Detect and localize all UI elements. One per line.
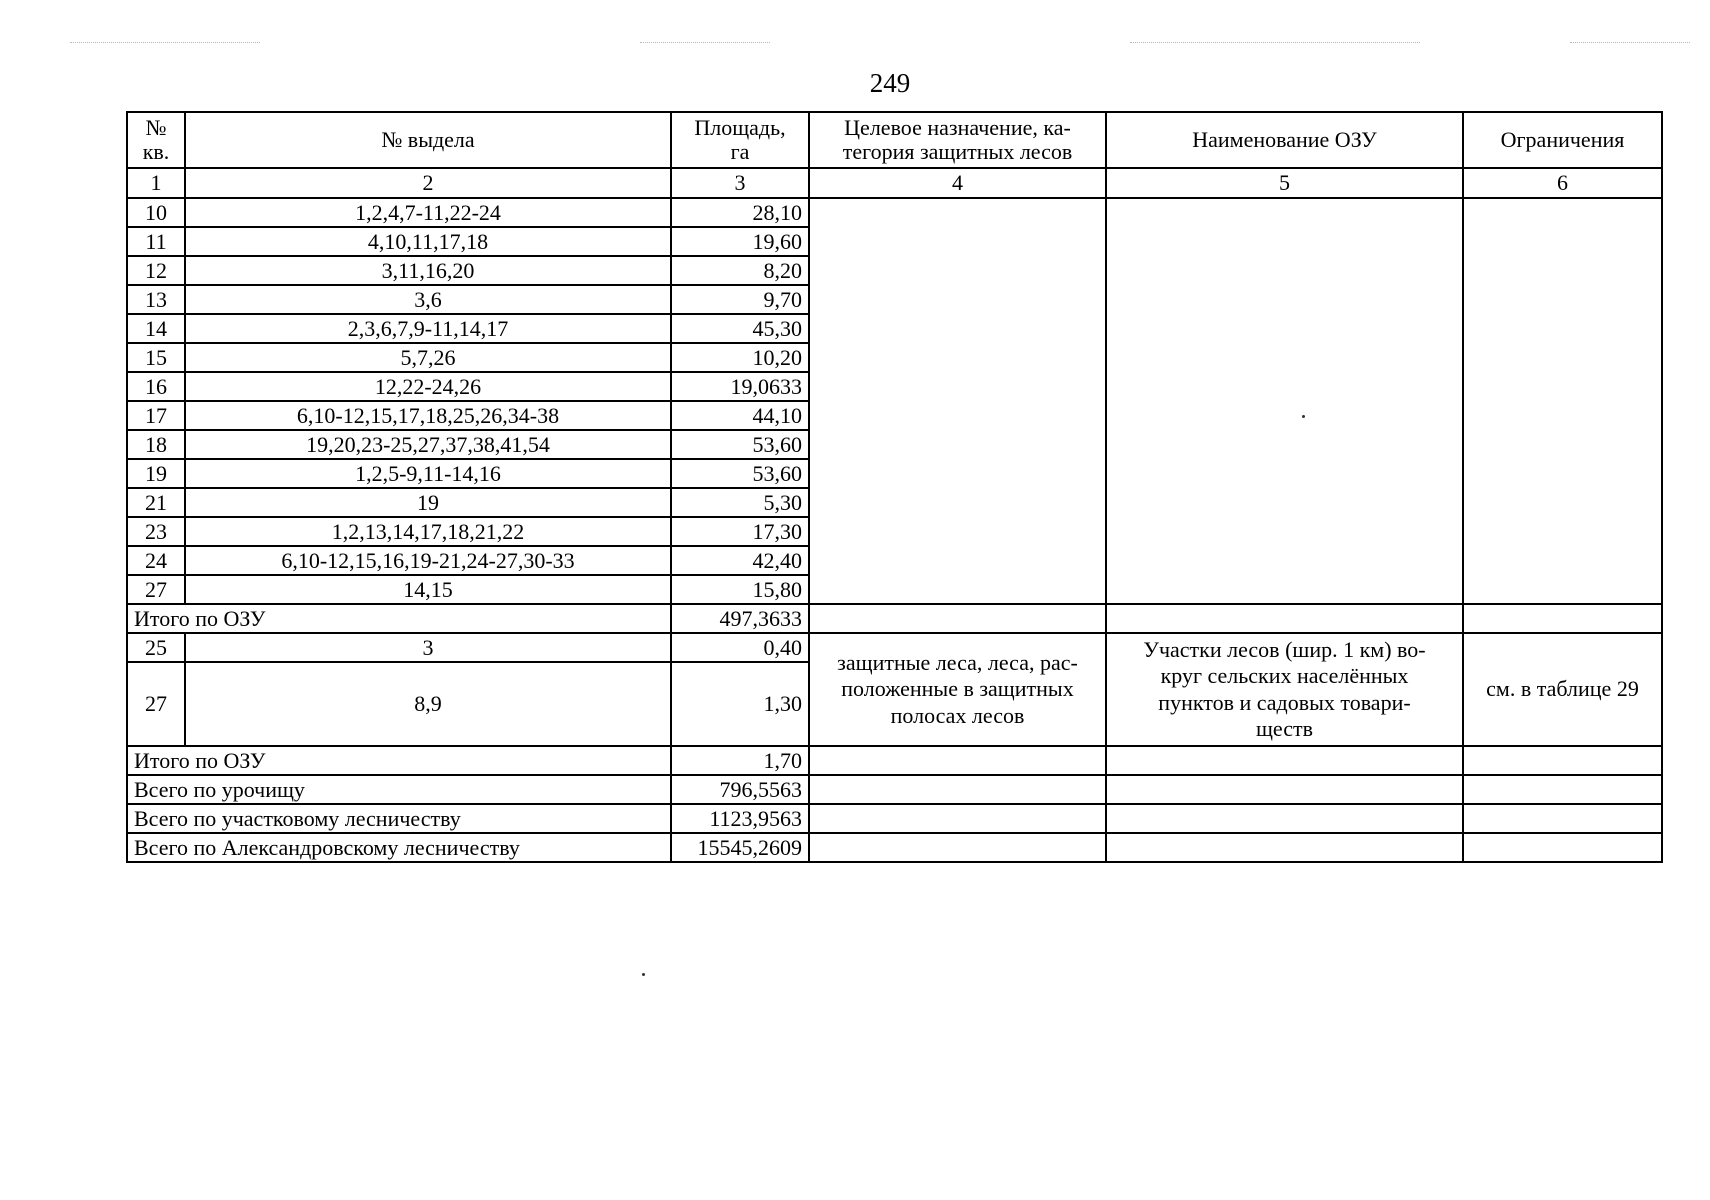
vydel-cell: 1,2,4,7-11,22-24	[185, 198, 671, 227]
purpose-cell	[809, 833, 1106, 862]
header-ozu-name: Наименование ОЗУ	[1106, 112, 1463, 168]
table-row	[127, 198, 1662, 227]
ozu-name-cell	[1106, 804, 1463, 833]
kv-cell: 14	[127, 314, 185, 343]
area-cell: 44,10	[671, 401, 809, 430]
kv-cell: 21	[127, 488, 185, 517]
header-restrictions: Ограничения	[1463, 112, 1662, 168]
scan-artifact-line	[1570, 42, 1690, 43]
table-header-row	[127, 112, 1662, 168]
ozu-name-cell	[1106, 198, 1463, 604]
vydel-cell: 4,10,11,17,18	[185, 227, 671, 256]
ozu-name-cell	[1106, 833, 1463, 862]
purpose-line: полосах лесов	[890, 702, 1025, 728]
purpose-line: защитные леса, леса, рас-	[837, 649, 1078, 675]
area-cell: 53,60	[671, 430, 809, 459]
total-row	[127, 775, 1662, 804]
column-number-row	[127, 168, 1662, 198]
vydel-cell: 1,2,5-9,11-14,16	[185, 459, 671, 488]
protected-areas-table	[126, 111, 1663, 863]
area-cell: 28,10	[671, 198, 809, 227]
table-row	[127, 633, 1662, 662]
kv-cell: 10	[127, 198, 185, 227]
vydel-cell: 3,6	[185, 285, 671, 314]
total-area: 15545,2609	[671, 833, 809, 862]
area-cell: 45,30	[671, 314, 809, 343]
column-number: 2	[185, 168, 671, 198]
column-number: 5	[1106, 168, 1463, 198]
header-kv: № кв.	[127, 112, 185, 168]
total-area: 497,3633	[671, 604, 809, 633]
area-cell: 1,30	[671, 662, 809, 746]
header-purpose: Целевое назначение, ка- тегория защитных лесов	[809, 112, 1106, 168]
page-number: 249	[869, 68, 911, 98]
kv-cell: 19	[127, 459, 185, 488]
area-cell: 0,40	[671, 633, 809, 662]
total-label: Итого по ОЗУ	[127, 604, 671, 633]
purpose-line: положенные в защитных	[841, 676, 1074, 702]
purpose-cell	[809, 804, 1106, 833]
ozu-name-line: пунктов и садовых товари-	[1158, 689, 1411, 715]
kv-cell: 24	[127, 546, 185, 575]
column-number: 6	[1463, 168, 1662, 198]
total-row	[127, 804, 1662, 833]
total-row	[127, 833, 1662, 862]
vydel-cell: 1,2,13,14,17,18,21,22	[185, 517, 671, 546]
vydel-cell: 5,7,26	[185, 343, 671, 372]
restrictions-cell	[1463, 198, 1662, 604]
restrictions-cell	[1463, 804, 1662, 833]
kv-cell: 23	[127, 517, 185, 546]
purpose-cell	[809, 746, 1106, 775]
vydel-cell: 12,22-24,26	[185, 372, 671, 401]
total-label: Всего по урочищу	[127, 775, 671, 804]
scan-speck	[642, 973, 645, 976]
area-cell: 15,80	[671, 575, 809, 604]
header-vydel: № выдела	[185, 112, 671, 168]
kv-cell: 25	[127, 633, 185, 662]
total-area: 1,70	[671, 746, 809, 775]
scan-artifact-line	[70, 42, 260, 43]
header-area: Площадь, га	[671, 112, 809, 168]
kv-cell: 12	[127, 256, 185, 285]
kv-cell: 17	[127, 401, 185, 430]
purpose-cell	[809, 198, 1106, 604]
restrictions-cell: см. в таблице 29	[1463, 633, 1662, 746]
purpose-cell	[809, 604, 1106, 633]
area-cell: 8,20	[671, 256, 809, 285]
vydel-cell: 19,20,23-25,27,37,38,41,54	[185, 430, 671, 459]
total-label: Итого по ОЗУ	[127, 746, 671, 775]
vydel-cell: 14,15	[185, 575, 671, 604]
ozu-name-cell	[1106, 775, 1463, 804]
total-label: Всего по Александровскому лесничеству	[127, 833, 671, 862]
ozu-name-cell	[1106, 604, 1463, 633]
vydel-cell: 2,3,6,7,9-11,14,17	[185, 314, 671, 343]
ozu-name-line: ществ	[1255, 715, 1314, 741]
area-cell: 42,40	[671, 546, 809, 575]
scan-artifact-line	[640, 42, 770, 43]
column-number: 4	[809, 168, 1106, 198]
purpose-cell	[809, 633, 1106, 746]
area-cell: 19,60	[671, 227, 809, 256]
column-number: 3	[671, 168, 809, 198]
ozu-name-line: круг сельских населённых	[1160, 663, 1409, 689]
ozu-name-cell	[1106, 746, 1463, 775]
kv-cell: 15	[127, 343, 185, 372]
total-area: 796,5563	[671, 775, 809, 804]
ozu-name-line: Участки лесов (шир. 1 км) во-	[1143, 636, 1426, 662]
total-label: Всего по участковому лесничеству	[127, 804, 671, 833]
kv-cell: 18	[127, 430, 185, 459]
kv-cell: 27	[127, 662, 185, 746]
purpose-cell	[809, 775, 1106, 804]
area-cell: 53,60	[671, 459, 809, 488]
kv-cell: 16	[127, 372, 185, 401]
total-row	[127, 604, 1662, 633]
restrictions-cell	[1463, 604, 1662, 633]
restrictions-cell	[1463, 746, 1662, 775]
vydel-cell: 3,11,16,20	[185, 256, 671, 285]
vydel-cell: 6,10-12,15,17,18,25,26,34-38	[185, 401, 671, 430]
area-cell: 10,20	[671, 343, 809, 372]
area-cell: 19,0633	[671, 372, 809, 401]
area-cell: 17,30	[671, 517, 809, 546]
kv-cell: 27	[127, 575, 185, 604]
restrictions-cell	[1463, 833, 1662, 862]
scan-artifact-line	[1130, 42, 1420, 43]
vydel-cell: 19	[185, 488, 671, 517]
kv-cell: 11	[127, 227, 185, 256]
vydel-cell: 8,9	[185, 662, 671, 746]
ozu-name-cell	[1106, 633, 1463, 746]
vydel-cell: 6,10-12,15,16,19-21,24-27,30-33	[185, 546, 671, 575]
column-number: 1	[127, 168, 185, 198]
total-area: 1123,9563	[671, 804, 809, 833]
scan-speck	[1302, 415, 1305, 418]
total-row	[127, 746, 1662, 775]
kv-cell: 13	[127, 285, 185, 314]
vydel-cell: 3	[185, 633, 671, 662]
area-cell: 5,30	[671, 488, 809, 517]
restrictions-cell	[1463, 775, 1662, 804]
area-cell: 9,70	[671, 285, 809, 314]
